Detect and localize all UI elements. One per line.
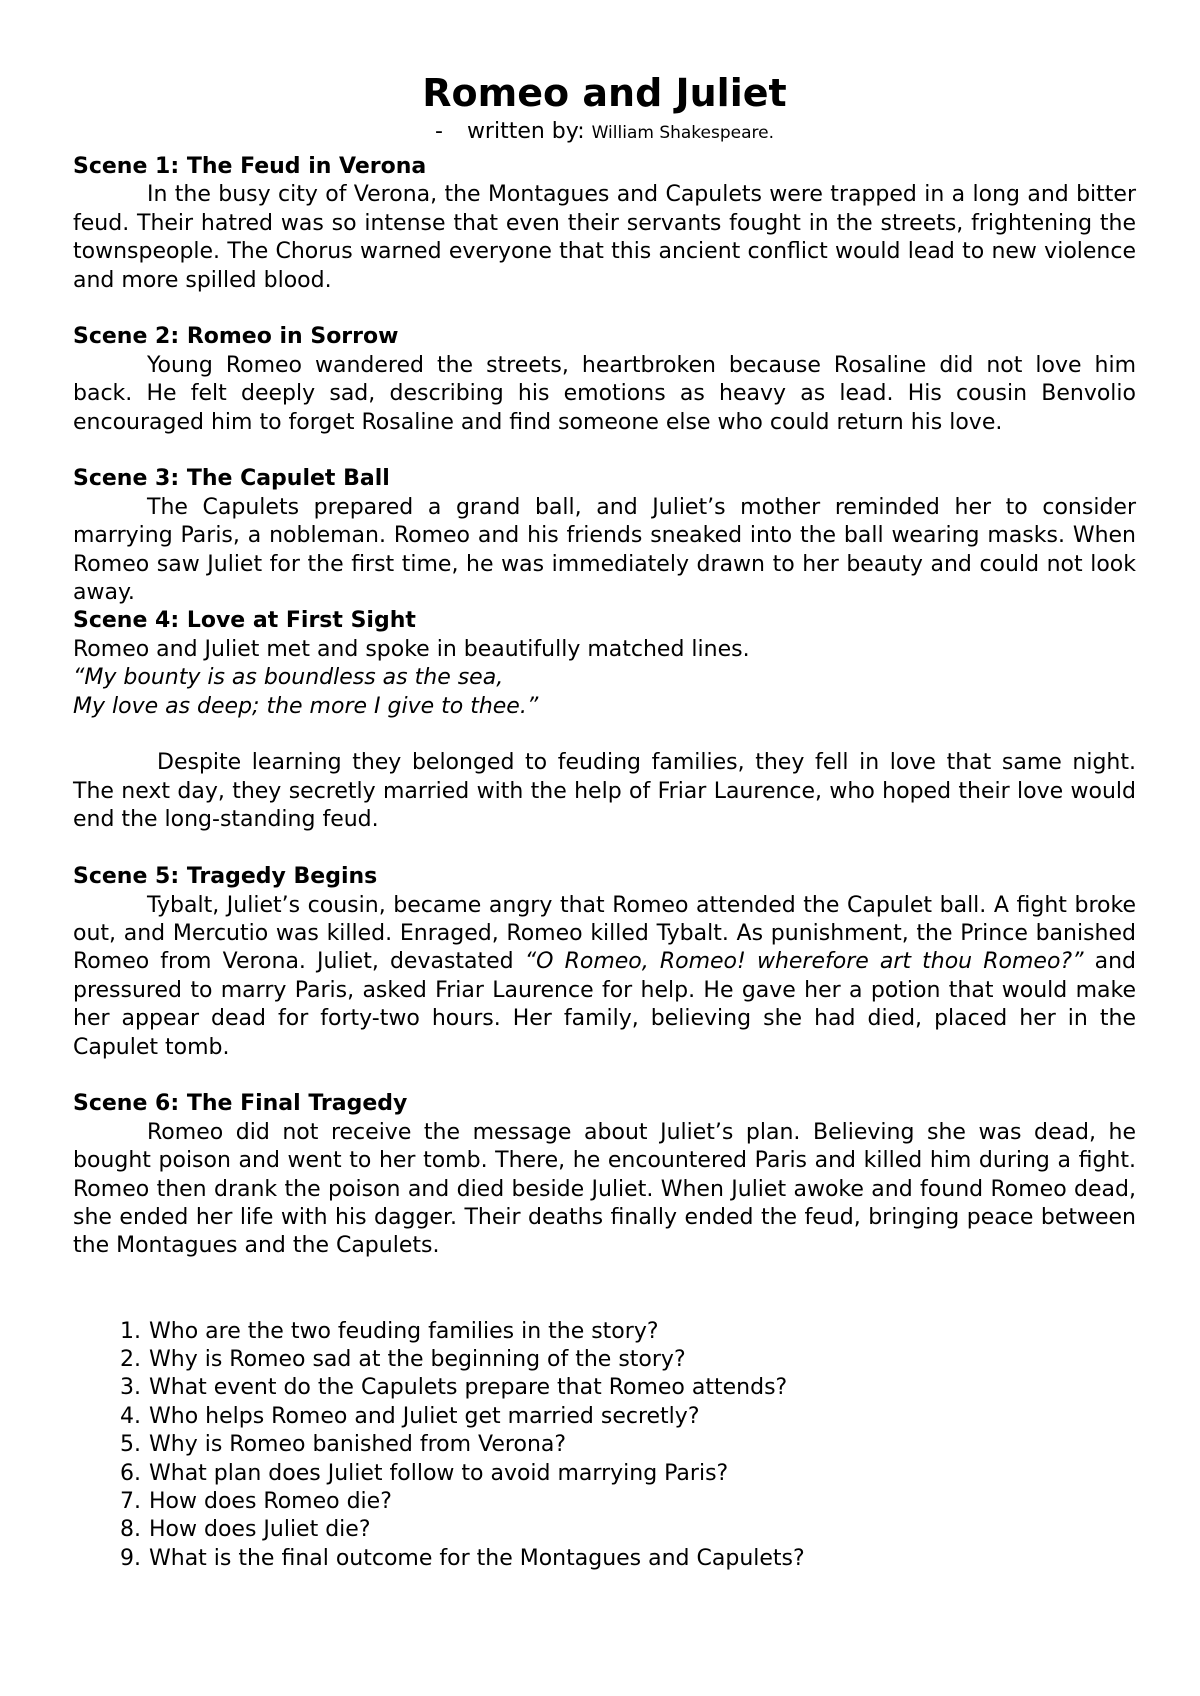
scene-1-heading: Scene 1: The Feud in Verona [73, 154, 427, 179]
scene-4-body: Despite learning they belonged to feuding families, they fell in love that same night. The next day, they secretly married with the help of Friar Laurence, who hoped their love would end the long-standing feud. [73, 750, 1136, 833]
scene-4-heading: Scene 4: Love at First Sight [73, 608, 416, 634]
question-text: How does Romeo die? [149, 1488, 392, 1514]
document-page [73, 70, 1136, 1573]
scene-4-quote-line-1: “My bounty is as boundless as the sea, [73, 665, 504, 691]
question-item [111, 1488, 1136, 1516]
byline-dash: - [434, 119, 443, 144]
scene-1-body: In the busy city of Verona, the Montagues and Capulets were trapped in a long and bitter feud. Their hatred was so intense that even their servants fought in the streets, frightening the townspeople. The Chorus warned everyone that this ancient conflict would lead to new violence and more spilled blood. [73, 182, 1136, 293]
scene-5-text [73, 892, 1136, 1062]
scene-3-heading: Scene 3: The Capulet Ball [73, 466, 390, 492]
question-number: 8. [120, 1517, 141, 1543]
question-text: What is the final outcome for the Montagues and Capulets? [149, 1545, 805, 1571]
byline [73, 116, 1136, 149]
question-number: 3. [120, 1375, 141, 1401]
question-number: 9. [120, 1545, 141, 1571]
question-number: 1. [120, 1318, 141, 1344]
scene-5-heading: Scene 5: Tragedy Begins [73, 864, 378, 890]
question-item [111, 1374, 1136, 1402]
scene-2-body: Young Romeo wandered the streets, heartbroken because Rosaline did not love him back. He felt deeply sad, describing his emotions as heavy as lead. His cousin Benvolio encouraged him to forget Rosaline and find someone else who could return his love. [73, 352, 1136, 435]
question-number: 7. [120, 1488, 141, 1514]
byline-prefix: written by: [466, 119, 585, 144]
question-number: 4. [120, 1403, 141, 1429]
question-number: 2. [120, 1346, 141, 1372]
question-item [111, 1346, 1136, 1374]
scene-4-text [73, 749, 1136, 834]
scene-5-body-b: and pressured to marry Paris, asked Friar Laurence for help. He gave her a potion that would make her appear dead for forty-two hours. Her family, believing she had died, placed her in the Capulet tomb. [73, 949, 1136, 1060]
scene-6-text [73, 1119, 1136, 1261]
question-number: 5. [120, 1432, 141, 1458]
question-text: Who helps Romeo and Juliet get married secretly? [149, 1403, 700, 1429]
question-item [111, 1431, 1136, 1459]
question-item [111, 1318, 1136, 1346]
question-item [111, 1403, 1136, 1431]
question-text: Why is Romeo sad at the beginning of the story? [149, 1346, 686, 1372]
scene-5-body-a: Tybalt, Juliet’s cousin, became angry that Romeo attended the Capulet ball. A fight broke out, and Mercutio was killed. Enraged, Romeo killed Tybalt. As punishment, the Prince banished Romeo from Verona. Juliet, devastated [73, 892, 1136, 975]
question-item [111, 1516, 1136, 1544]
question-text: How does Juliet die? [149, 1517, 371, 1543]
scene-1-text [73, 181, 1136, 295]
byline-author: William Shakespeare. [591, 123, 775, 143]
scene-6-body: Romeo did not receive the message about Juliet’s plan. Believing she was dead, he bought poison and went to her tomb. There, he encountered Paris and killed him during a fight. Romeo then drank the poison and died beside Juliet. When Juliet awoke and found Romeo dead, she ended her life with his dagger. Their deaths finally ended the feud, bringing peace between the Montagues and the Capulets. [73, 1119, 1136, 1259]
question-text: What plan does Juliet follow to avoid marrying Paris? [149, 1460, 729, 1486]
question-text: What event do the Capulets prepare that Romeo attends? [149, 1375, 788, 1401]
question-item [111, 1460, 1136, 1488]
question-text: Who are the two feuding families in the story? [149, 1318, 659, 1344]
scene-5-quote: “O Romeo, Romeo! wherefore art thou Romeo?” [524, 949, 1084, 975]
scene-6-heading: Scene 6: The Final Tragedy [73, 1091, 408, 1117]
scene-2-text [73, 352, 1136, 437]
scene-3-body: The Capulets prepared a grand ball, and Juliet’s mother reminded her to consider marrying Paris, a nobleman. Romeo and his friends sneaked into the ball wearing masks. When Romeo saw Juliet for the first time, he was immediately drawn to her beauty and could not look away. [73, 494, 1136, 606]
question-item [111, 1545, 1136, 1573]
scene-4-quote-line-2: My love as deep; the more I give to thee.” [73, 693, 539, 719]
page-title: Romeo and Juliet [422, 71, 787, 115]
scene-3-text [73, 494, 1136, 608]
scene-4-intro: Romeo and Juliet met and spoke in beautifully matched lines. [73, 636, 750, 662]
question-number: 6. [120, 1460, 141, 1486]
question-text: Why is Romeo banished from Verona? [149, 1432, 567, 1458]
scene-2-heading: Scene 2: Romeo in Sorrow [73, 324, 399, 350]
questions-list [73, 1318, 1136, 1574]
